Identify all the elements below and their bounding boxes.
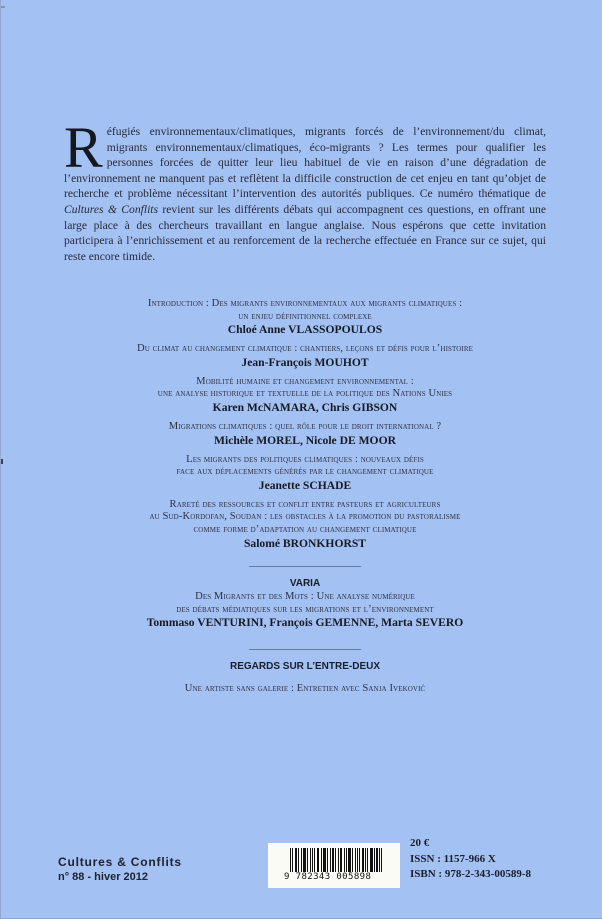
article-authors: Chloé Anne VLASSOPOULOS (227, 323, 383, 337)
article-title-line: une analyse historique et textuelle de la politique des Nations Unies (157, 388, 453, 400)
article-authors: Michèle MOREL, Nicole DE MOOR (214, 433, 396, 447)
edge-mark (1, 459, 3, 464)
abstract-text-part1: éfugiés environnementaux/climatiques, migrants forcés de l’environnement/du climat, migrants environnementaux/climatiques, éco-migrants ? Les termes pour qualifier les personnes forcées de quitter leur lieu habituel de vie en raison d’une dégradation de l’environnement ne manquent pas et reflètent la difficile construction de cet enjeu en tant qu’objet de recherche et problème nécessitant l’intervention des autorités publiques. Ce numéro thématique de (64, 125, 546, 201)
varia-section (60, 566, 550, 630)
journal-issue: n° 88 - hiver 2012 (58, 871, 149, 883)
article-title-line: des débats médiatiques sur les migrations et l’environnement (176, 603, 434, 615)
article-entry (60, 376, 550, 415)
section-divider (249, 649, 361, 650)
article-title-line: Une artiste sans galerie : Entretien avec Sanja Iveković (184, 683, 426, 694)
article-title-line: Les migrants des politiques climatiques : nouveaux défis (186, 453, 424, 465)
article-entry (60, 454, 550, 493)
article-title-line: comme forme d’adaptation au changement climatique (193, 523, 417, 535)
article-authors: Jean-François MOUHOT (241, 355, 369, 369)
barcode-bars-icon (290, 848, 382, 875)
abstract-text-part2: revient sur les différents débats qui accompagnent ces questions, en offrant une large place à des chercheurs travaillant en langue anglaise. Nous espérons que cette invitation participera à l’enrichissement et au renforcement de la recherche effectuée en France sur ce sujet, qui reste encore timide. (64, 202, 547, 263)
article-title-line: face aux déplacements générés par le changement climatique (176, 466, 434, 478)
table-of-contents (60, 298, 550, 557)
article-title-line: un enjeu définitionnel complexe (238, 310, 372, 322)
article-title-line: au Sud-Kordofan, Soudan : les obstacles à la promotion du pastoralisme (149, 511, 461, 523)
section-divider (249, 566, 361, 567)
barcode-number: 9 782343 005898 (282, 872, 394, 882)
isbn-barcode (268, 843, 400, 888)
regards-section (60, 649, 550, 696)
corner-mark (1, 6, 5, 8)
article-authors: Salomé BRONKHORST (243, 536, 367, 550)
journal-info (58, 855, 182, 884)
article-title-line: Des Migrants et des Mots : Une analyse numérique (195, 591, 415, 602)
article-authors: Tommaso VENTURINI, François GEMENNE, Marta SEVERO (146, 616, 464, 630)
article-authors: Jeanette SCHADE (258, 478, 352, 492)
issn: ISSN : 1157-966 X (410, 852, 496, 865)
article-entry (60, 421, 550, 448)
article-entry (60, 343, 550, 370)
price: 20 € (410, 837, 430, 849)
regards-heading: REGARDS SUR L’ENTRE-DEUX (229, 661, 380, 672)
journal-title-italic: Cultures & Conflits (64, 202, 159, 216)
journal-name: Cultures & Conflits (58, 855, 182, 869)
publication-codes (410, 836, 531, 883)
article-title-line: Migrations climatiques : quel rôle pour le droit international ? (168, 420, 442, 432)
article-title-line: Rareté des ressources et conflit entre pasteurs et agriculteurs (169, 498, 441, 510)
article-title-line: Du climat au changement climatique : chantiers, leçons et défis pour l’histoire (136, 343, 473, 355)
isbn: ISBN : 978-2-343-00589-8 (410, 868, 531, 880)
article-entry (60, 298, 550, 337)
article-title-line: Mobilité humaine et changement environnemental : (196, 375, 414, 387)
article-entry (60, 499, 550, 551)
varia-heading: VARIA (289, 578, 321, 589)
article-authors: Karen McNAMARA, Chris GIBSON (212, 400, 398, 414)
back-cover-abstract (64, 115, 547, 264)
article-title-line: Introduction : Des migrants environnementaux aux migrants climatiques : (147, 298, 463, 309)
drop-cap: R (64, 115, 103, 180)
